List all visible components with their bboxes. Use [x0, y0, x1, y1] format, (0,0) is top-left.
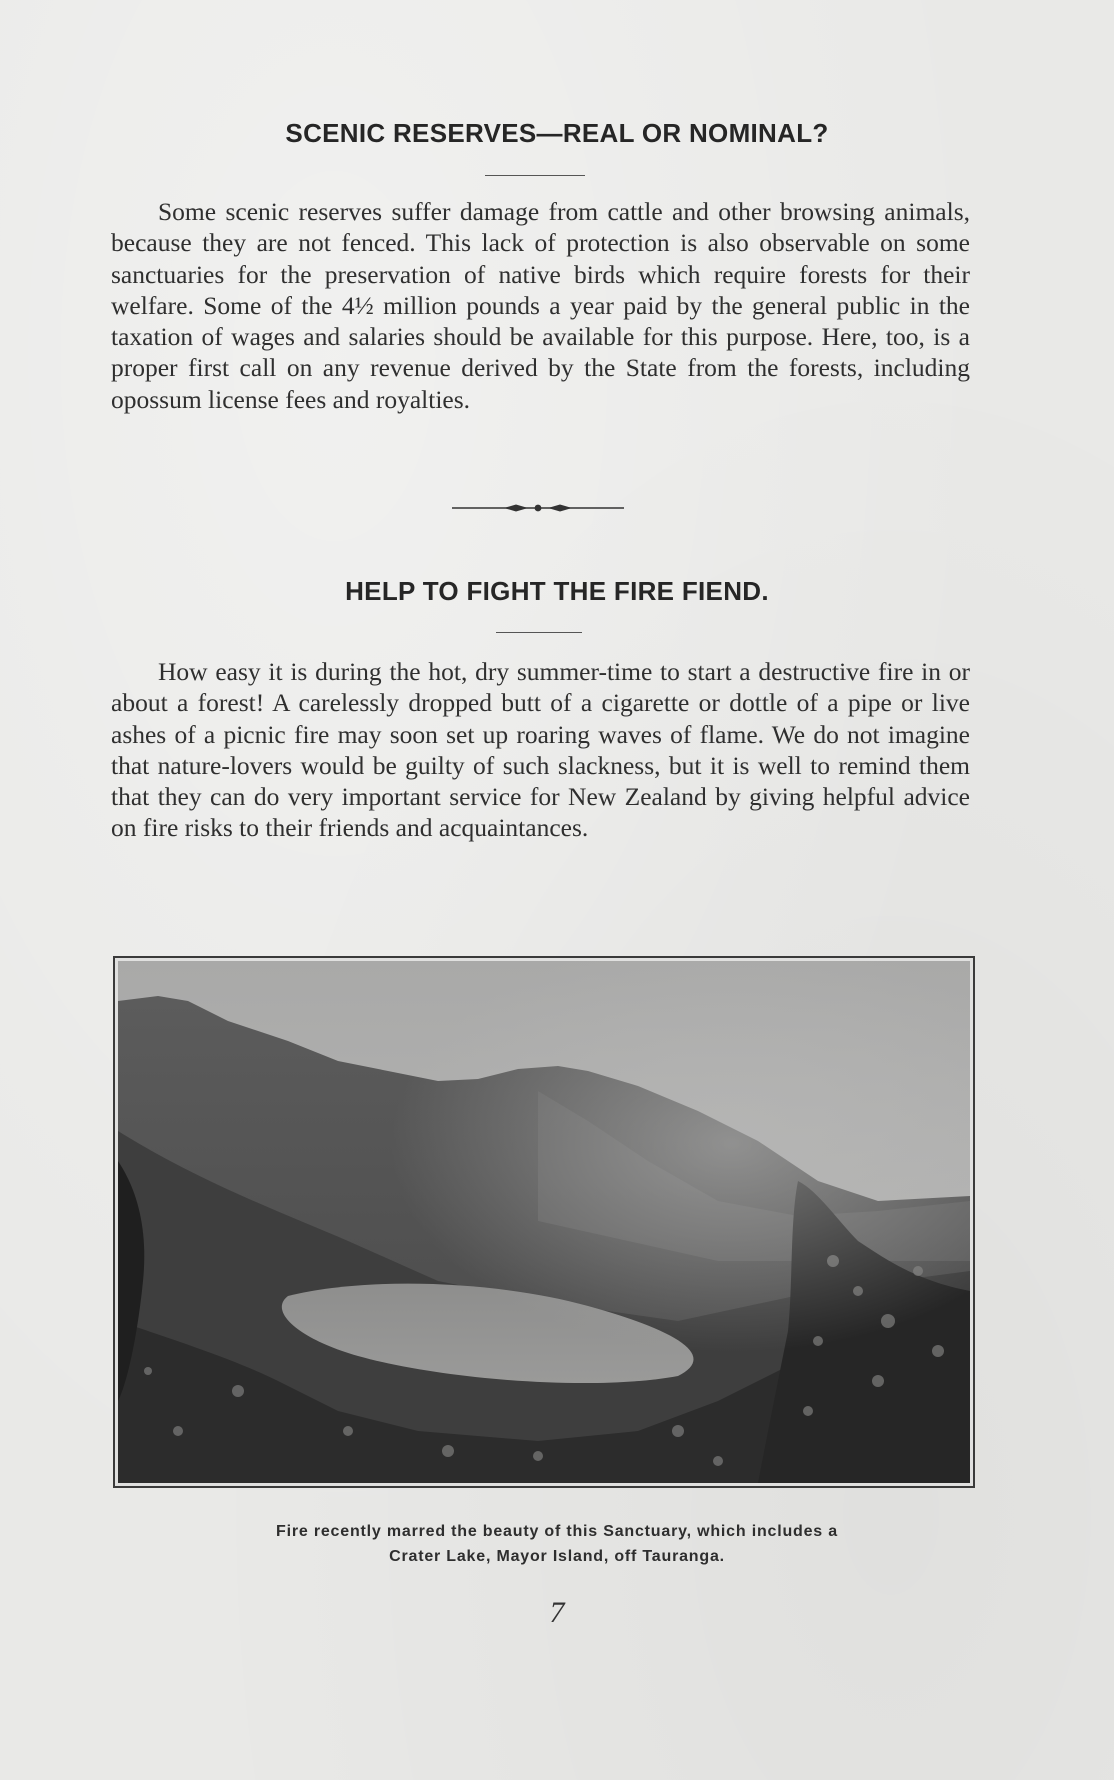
- heading-underline: [496, 632, 582, 633]
- caption-line-2: Crater Lake, Mayor Island, off Tauranga.: [389, 1548, 725, 1565]
- section-divider-ornament: [452, 501, 624, 515]
- section-heading-fire-fiend: HELP TO FIGHT THE FIRE FIEND.: [345, 576, 769, 606]
- page-number: 7: [549, 1596, 565, 1629]
- section-heading-scenic-reserves: SCENIC RESERVES—REAL OR NOMINAL?: [285, 118, 829, 148]
- fire-fiend-paragraph: How easy it is during the hot, dry summer-time to start a destructive fire in or about a forest! A carelessly dropped butt of a cigarette or dottle of a pipe or live ashes of a picnic fire may soon set up roaring waves of flame. We do not imagine that nature-lovers would be guilty of such slackness, but it is well to remind them that they can do very important service for New Zealand by giving helpful advice on fire risks to their friends and acquaintances.: [111, 657, 970, 843]
- photo-caption: [150, 1519, 964, 1569]
- scenic-reserves-paragraph: Some scenic reserves suffer damage from cattle and other browsing animals, because they are not fenced. This lack of protection is also observable on some sanctuaries for the preservation of native birds which require forests for their welfare. Some of the 4½ million pounds a year paid by the general public in the taxation of wages and salaries should be available for this purpose. Here, too, is a proper first call on any revenue derived by the State from the forests, including opossum license fees and royalties.: [111, 197, 970, 414]
- crater-lake-landscape-image: [118, 961, 970, 1483]
- caption-line-1: Fire recently marred the beauty of this Sanctuary, which includes a: [276, 1523, 838, 1540]
- heading-underline: [485, 175, 585, 176]
- sanctuary-photograph: [113, 956, 975, 1488]
